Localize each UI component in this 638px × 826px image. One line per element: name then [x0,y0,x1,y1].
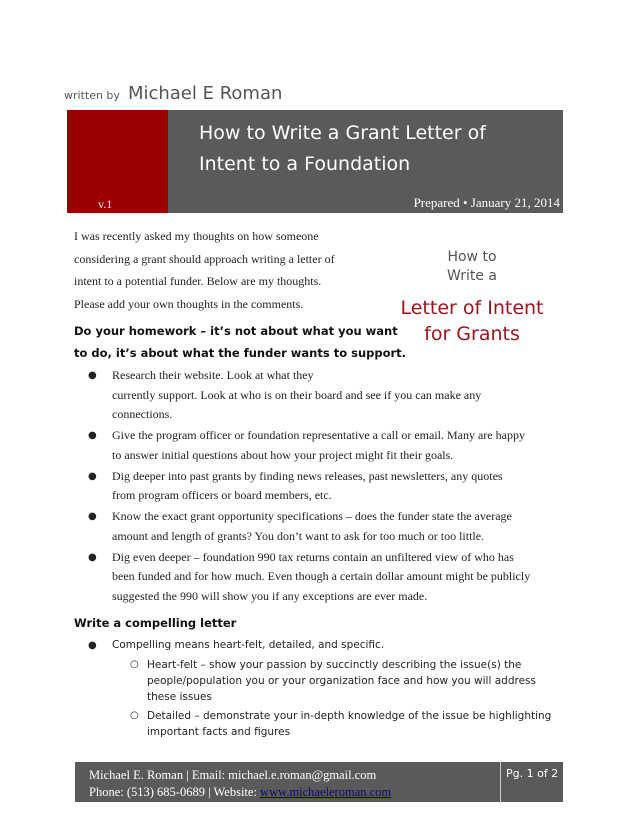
title-line: How to Write a Grant Letter of [199,122,486,144]
item-line: these issues [147,691,212,703]
heading-line: to do, it’s about what the funder wants to support. [74,346,407,360]
promo-line: How to [447,249,497,265]
author-name: Michael E Roman [127,83,283,104]
list-item [74,366,574,425]
intro-line: I was recently asked my thoughts on how someone [74,229,319,243]
item-line: Heart-felt – show your passion by succinctly describing the issue(s) the [147,659,522,671]
promo-graphic [392,248,552,347]
item-line: Dig deeper into past grants by finding news releases, past newsletters, any quotes [112,468,503,483]
bullet-icon: ● [88,470,97,482]
footer-line: Michael E. Roman | Email: michael.e.roman@gmail.com [89,768,377,782]
footer-contact [89,767,391,801]
item-line: been funded and for how much. Even though a certain dollar amount might be publicly [112,569,531,583]
bullet-icon: ● [88,370,97,381]
item-line: people/population you or your organization face and how you will address [147,675,536,687]
item-line: currently support. Look at who is on their board and see if you can make any [112,387,482,402]
section-heading: Write a compelling letter [74,616,237,630]
footer-phone: Phone: (513) 685-0689 | Website: [89,785,261,799]
intro-paragraph [74,225,374,315]
document-title [199,118,559,180]
item-line: Compelling means heart-felt, detailed, and specific. [112,639,385,651]
item-line: Research their website. Look at what they [112,368,314,382]
page-number: Pg. 1 of 2 [506,767,559,780]
circle-bullet-icon: ○ [130,710,139,721]
bullet-icon: ● [88,551,97,563]
version-label: v.1 [98,197,113,211]
compelling-list [74,636,574,657]
item-line: to answer initial questions about how your project might fit their goals. [112,447,454,462]
footer-line [89,784,391,801]
intro-line: considering a grant should approach writing a letter of [74,251,335,266]
promo-line: for Grants [424,323,520,345]
item-line: Dig even deeper – foundation 990 tax returns contain an unfiltered view of who has [112,549,514,564]
bullet-icon: ● [88,430,97,441]
intro-line: Please add your own thoughts in the comments. [74,296,304,311]
title-line: Intent to a Foundation [199,153,411,175]
byline [64,83,282,104]
item-line: suggested the 990 will show you if any exceptions are ever made. [112,588,428,603]
item-line: Give the program officer or foundation representative a call or email. Many are happy [112,428,525,442]
list-item [74,636,574,656]
item-line: connections. [112,407,173,421]
section-heading [74,320,406,364]
item-line: amount and length of grants? You don’t want to ask for too much or too little. [112,528,485,543]
list-item [74,467,574,506]
sub-list-item [74,657,574,705]
bullet-icon: ● [88,640,97,651]
item-line: Know the exact grant opportunity specifications – does the funder state the average [112,509,512,523]
promo-line: Write a [447,268,497,284]
circle-bullet-icon: ○ [130,659,139,670]
website-link[interactable]: www.michaeleroman.com [260,785,392,799]
sub-list [74,657,574,743]
promo-line: Letter of Intent [400,297,544,319]
byline-label: written by [64,89,120,102]
list-item [74,548,574,607]
prepared-date: Prepared • January 21, 2014 [413,195,560,210]
list-item [74,426,574,465]
bullet-icon: ● [88,511,97,522]
heading-line: Do your homework – it’s not about what you want [74,324,398,338]
footer-divider [500,762,501,802]
intro-line: intent to a potential funder. Below are my thoughts. [74,274,322,288]
list-item [74,507,574,546]
item-line: Detailed – demonstrate your in-depth knowledge of the issue be highlighting [147,710,552,722]
accent-block [67,110,168,213]
sub-list-item [74,708,574,740]
item-line: important facts and figures [147,726,291,738]
item-line: from program officers or board members, etc. [112,488,332,502]
homework-list [74,366,574,608]
